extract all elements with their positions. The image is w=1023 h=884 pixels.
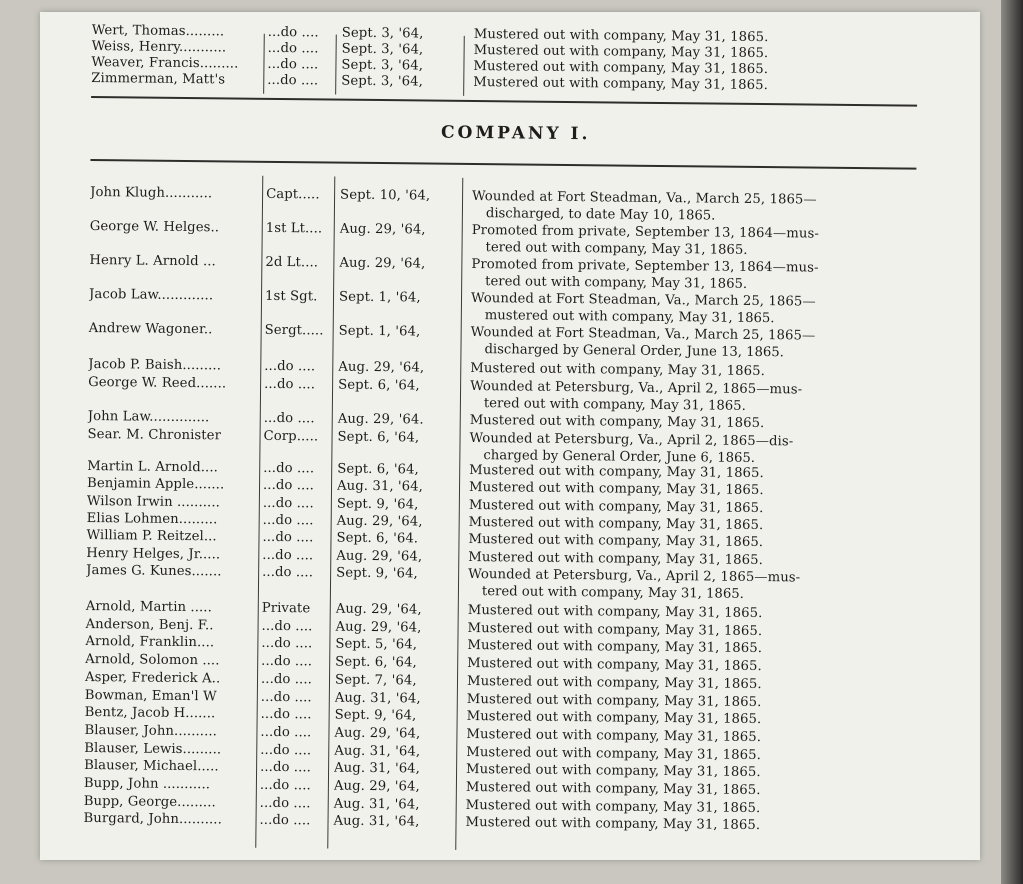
rank-cell: ...do .... [267, 72, 319, 89]
rank-cell: ...do .... [260, 706, 312, 723]
rank-cell: ...do .... [262, 564, 314, 581]
remark-continuation: charged by General Order, June 6, 1865. [483, 448, 756, 466]
background-shadow [1001, 0, 1023, 884]
remark-cell: Mustered out with company, May 31, 1865. [469, 412, 765, 432]
soldier-name: Anderson, Benj. F.. [85, 616, 214, 633]
soldier-name: James G. Kunes....... [86, 562, 222, 580]
enlistment-date: Aug. 31, '64, [334, 743, 421, 760]
remark-cell: Mustered out with company, May 31, 1865. [470, 360, 766, 380]
rank-cell: Sergt..... [264, 322, 324, 339]
soldier-name: Benjamin Apple....... [86, 476, 225, 493]
enlistment-date: Sept. 3, '64, [341, 25, 424, 42]
enlistment-date: Aug. 31, '64, [333, 796, 420, 813]
enlistment-date: Sept. 7, '64, [334, 672, 417, 689]
remark-cell: Mustered out with company, May 31, 1865. [473, 26, 769, 46]
soldier-name: Weiss, Henry........... [91, 38, 227, 56]
remark-cell: Wounded at Petersburg, Va., April 2, 1865—mus- [468, 566, 801, 586]
enlistment-date: Sept. 5, '64, [335, 636, 418, 653]
remark-cell: Mustered out with company, May 31, 1865. [466, 691, 762, 710]
soldier-name: Sear. M. Chronister [87, 426, 222, 444]
remark-cell: Mustered out with company, May 31, 1865. [466, 709, 762, 728]
remark-continuation: tered out with company, May 31, 1865. [485, 274, 748, 292]
remark-cell: Mustered out with company, May 31, 1865. [467, 656, 762, 675]
remark-cell: Mustered out with company, May 31, 1865. [468, 480, 764, 499]
soldier-name: Bupp, George......... [83, 793, 216, 811]
enlistment-date: Sept. 6, '64. [336, 530, 419, 547]
enlistment-date: Sept. 10, '64, [340, 187, 431, 204]
enlistment-date: Sept. 1, '64, [338, 289, 421, 306]
soldier-name: Arnold, Martin ..... [85, 598, 212, 616]
enlistment-date: Aug. 31, '64, [334, 690, 421, 706]
enlistment-date: Sept. 6, '64, [335, 654, 417, 671]
soldier-name: William P. Reitzel... [86, 528, 217, 545]
remark-cell: Mustered out with company, May 31, 1865. [465, 779, 761, 799]
remark-cell: Wounded at Petersburg, Va., April 2, 1865—dis- [469, 430, 794, 450]
soldier-name: Wert, Thomas......... [91, 22, 225, 40]
rank-cell: ...do .... [263, 410, 315, 427]
soldier-name: Arnold, Solomon .... [85, 652, 220, 669]
rank-cell: ...do .... [261, 653, 313, 670]
enlistment-date: Sept. 9, '64, [336, 496, 419, 513]
remark-cell: Mustered out with company, May 31, 1865. [469, 462, 764, 482]
rank-cell: 2d Lt.... [265, 254, 319, 271]
enlistment-date: Aug. 29, '64. [337, 411, 424, 428]
roster-table [83, 12, 942, 834]
remark-continuation: tered out with company, May 31, 1865. [483, 396, 746, 414]
rank-cell: ...do .... [262, 512, 314, 529]
rank-cell: 1st Sgt. [264, 288, 318, 305]
soldier-name: Elias Lohmen......... [86, 510, 218, 528]
remark-cell: Mustered out with company, May 31, 1865. [465, 815, 761, 834]
rank-cell: ...do .... [262, 530, 314, 546]
rank-cell: ...do .... [262, 495, 314, 511]
enlistment-date: Aug. 29, '64, [333, 778, 420, 795]
rank-cell: ...do .... [259, 777, 311, 794]
rank-cell: ...do .... [259, 813, 311, 829]
enlistment-date: Aug. 31, '64, [336, 478, 424, 495]
soldier-name: Blauser, Michael..... [84, 758, 219, 775]
rule-top-section-end [91, 96, 917, 106]
remark-cell: Mustered out with company, May 31, 1865. [467, 602, 763, 622]
enlistment-date: Sept. 1, '64, [338, 323, 421, 340]
soldier-name: Henry Helges, Jr..... [86, 545, 221, 562]
enlistment-date: Aug. 31, '64, [334, 760, 421, 777]
soldier-name: Bowman, Eman'l W [84, 687, 217, 704]
soldier-name: Burgard, John.......... [83, 811, 222, 828]
soldier-name: Martin L. Arnold.... [87, 458, 219, 476]
soldier-name: Jacob Law............. [88, 286, 214, 304]
enlistment-date: Sept. 6, '64, [338, 377, 420, 394]
rank-cell: Corp..... [263, 428, 319, 445]
enlistment-date: Aug. 29, '64, [335, 619, 422, 636]
rank-cell: ...do .... [260, 724, 312, 741]
rank-cell: ...do .... [259, 795, 311, 812]
remark-continuation: mustered out with company, May 31, 1865. [484, 308, 775, 327]
enlistment-date: Aug. 29, '64, [334, 725, 421, 742]
remark-cell: Mustered out with company, May 31, 1865. [465, 797, 761, 816]
rank-cell: ...do .... [264, 376, 316, 393]
company-title: COMPANY I. [440, 122, 591, 145]
soldier-name: Blauser, John.......... [84, 722, 218, 740]
soldier-name: Weaver, Francis......... [91, 54, 239, 72]
soldier-name: Asper, Frederick A.. [84, 669, 221, 687]
soldier-name: Andrew Wagoner.. [88, 320, 213, 338]
enlistment-date: Sept. 3, '64, [341, 73, 424, 90]
remark-cell: Mustered out with company, May 31, 1865. [473, 42, 769, 62]
rank-cell: ...do .... [260, 760, 312, 776]
remark-cell: Wounded at Fort Steadman, Va., March 25, 1865— [472, 188, 817, 208]
rank-cell: ...do .... [261, 618, 313, 635]
soldier-name: Henry L. Arnold ... [89, 252, 216, 270]
remark-cell: Wounded at Fort Steadman, Va., March 25, 1865— [470, 324, 816, 344]
remark-cell: Wounded at Fort Steadman, Va., March 25, 1865— [470, 290, 816, 310]
rank-cell: ...do .... [260, 689, 312, 705]
remark-cell: Mustered out with company, May 31, 1865. [468, 497, 764, 516]
rank-cell: ...do .... [267, 40, 319, 57]
remark-cell: Mustered out with company, May 31, 1865. [467, 638, 763, 657]
remark-cell: Mustered out with company, May 31, 1865. [466, 673, 762, 692]
rank-cell: ...do .... [267, 24, 319, 41]
soldier-name: John Law.............. [87, 408, 210, 426]
remark-cell: Mustered out with company, May 31, 1865. [473, 74, 769, 94]
soldier-name: Zimmerman, Matt's [91, 70, 226, 88]
soldier-name: George W. Helges.. [89, 218, 220, 236]
rank-cell: ...do .... [262, 547, 314, 563]
soldier-name: Arnold, Franklin.... [85, 634, 215, 651]
remark-continuation: discharged by General Order, June 13, 1865. [484, 342, 784, 361]
enlistment-date: Sept. 9, '64, [336, 565, 418, 582]
enlistment-date: Sept. 3, '64, [341, 57, 424, 74]
remark-continuation: discharged, to date May 10, 1865. [485, 206, 716, 224]
enlistment-date: Sept. 6, '64, [337, 429, 420, 446]
soldier-name: Bupp, John ........... [83, 775, 211, 793]
soldier-name: Bentz, Jacob H....... [84, 705, 216, 722]
remark-cell: Mustered out with company, May 31, 1865. [468, 549, 764, 568]
remark-cell: Mustered out with company, May 31, 1865. [466, 762, 761, 781]
remark-cell: Promoted from private, September 13, 1864—mus- [471, 256, 819, 276]
enlistment-date: Aug. 29, '64, [339, 221, 426, 238]
enlistment-date: Aug. 29, '64, [338, 359, 425, 376]
remark-continuation: tered out with company, May 31, 1865. [485, 240, 748, 258]
rank-cell: 1st Lt.... [265, 220, 323, 237]
rank-cell: Private [261, 600, 311, 617]
remark-cell: Promoted from private, September 13, 1864—mus- [471, 222, 820, 242]
rank-cell: ...do .... [260, 671, 313, 688]
enlistment-date: Sept. 3, '64, [341, 41, 424, 58]
remark-cell: Mustered out with company, May 31, 1865. [467, 620, 763, 639]
remark-cell: Mustered out with company, May 31, 1865. [468, 532, 764, 551]
enlistment-date: Aug. 29, '64, [336, 548, 423, 564]
remark-cell: Mustered out with company, May 31, 1865. [468, 514, 764, 533]
soldier-name: Wilson Irwin .......... [86, 493, 221, 510]
rank-cell: ...do .... [261, 636, 313, 652]
document-page [40, 12, 980, 860]
rank-cell: ...do .... [260, 742, 312, 758]
enlistment-date: Sept. 9, '64, [334, 707, 417, 724]
soldier-name: Blauser, Lewis......... [84, 740, 222, 757]
rule-company-header [90, 159, 916, 169]
rank-cell: ...do .... [263, 460, 315, 477]
rank-cell: ...do .... [264, 358, 316, 375]
soldier-name: John Klugh........... [90, 184, 213, 202]
rank-cell: Capt..... [266, 186, 320, 203]
enlistment-date: Aug. 29, '64, [335, 601, 422, 618]
enlistment-date: Sept. 6, '64, [337, 461, 419, 478]
remark-cell: Mustered out with company, May 31, 1865. [466, 744, 762, 763]
soldier-name: George W. Reed....... [88, 374, 227, 392]
enlistment-date: Aug. 29, '64, [336, 513, 423, 530]
remark-cell: Mustered out with company, May 31, 1865. [473, 58, 769, 78]
rank-cell: ...do .... [262, 478, 315, 494]
enlistment-date: Aug. 31, '64, [333, 813, 420, 830]
remark-cell: Wounded at Petersburg, Va., April 2, 1865—mus- [470, 378, 803, 398]
rank-cell: ...do .... [267, 56, 319, 73]
remark-continuation: tered out with company, May 31, 1865. [481, 583, 744, 602]
soldier-name: Jacob P. Baish......... [88, 356, 222, 374]
remark-cell: Mustered out with company, May 31, 1865. [466, 726, 762, 745]
enlistment-date: Aug. 29, '64, [339, 255, 426, 272]
